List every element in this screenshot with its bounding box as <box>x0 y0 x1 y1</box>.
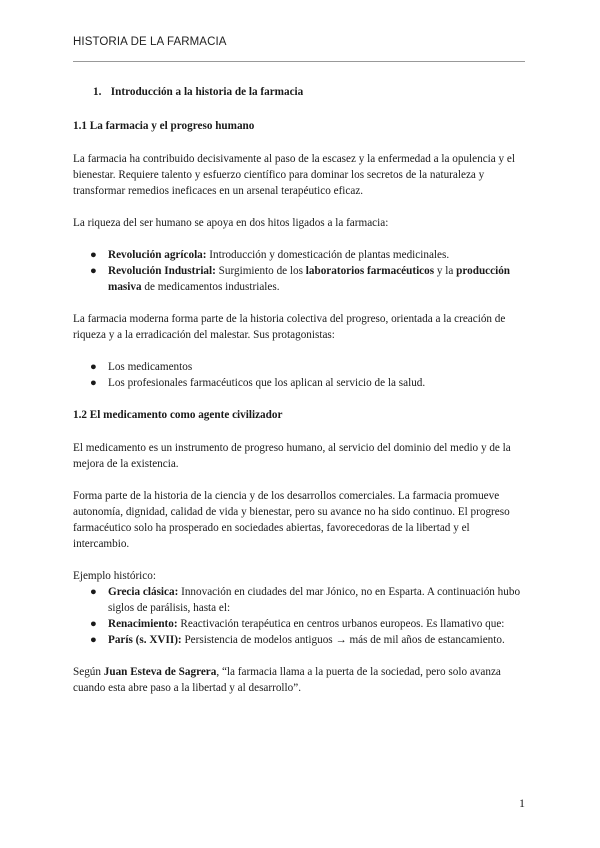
list-item-label: Revolución agrícola: <box>108 249 207 261</box>
section-heading <box>93 84 528 100</box>
running-header: HISTORIA DE LA FARMACIA <box>73 36 227 48</box>
bullet-list-ejemplos <box>73 584 528 648</box>
bullet-icon: ● <box>90 249 97 261</box>
list-item <box>73 616 528 632</box>
quote-prefix: Según <box>73 666 104 678</box>
bullet-list-protagonistas <box>73 359 528 391</box>
paragraph: La riqueza del ser humano se apoya en dos hitos ligados a la farmacia: <box>73 217 389 229</box>
list-item-text: Reactivación terapéutica en centros urbanos europeos. Es llamativo que: <box>177 618 505 630</box>
quote-paragraph <box>73 664 528 696</box>
bullet-icon: ● <box>90 586 97 598</box>
section-number: 1. <box>93 86 102 98</box>
page-body <box>73 84 528 712</box>
paragraph: La farmacia moderna forma parte de la historia colectiva del progreso, orientada a la creación de riqueza y a la erradicación del malestar. Sus protagonistas: <box>73 313 506 341</box>
list-item-text: Los medicamentos <box>108 361 193 373</box>
list-item-text: Innovación en ciudades del mar Jónico, no en Esparta. A continuación hubo siglos de parálisis, hasta el: <box>108 586 521 614</box>
list-item-text: Los profesionales farmacéuticos que los aplican al servicio de la salud. <box>108 377 426 389</box>
list-item-text: Introducción y domesticación de plantas medicinales. <box>206 249 450 261</box>
paragraph: La farmacia ha contribuido decisivamente al paso de la escasez y la enfermedad a la opulencia y el bienestar. Requiere talento y esfuerzo científico para dominar los secretos de la naturaleza y transformar remedios ineficaces en un arsenal terapéutico eficaz. <box>73 153 516 197</box>
list-item-label: Grecia clásica: <box>108 586 179 598</box>
list-item <box>73 247 528 263</box>
paragraph: Ejemplo histórico: <box>73 570 156 582</box>
bullet-icon: ● <box>90 361 97 373</box>
list-item-emphasis: laboratorios farmacéuticos <box>305 265 435 277</box>
bullet-list-hitos <box>73 247 528 295</box>
page-number: 1 <box>519 796 525 810</box>
list-item-label: París (s. XVII): <box>108 634 182 646</box>
list-item-text: Surgimiento de los <box>215 265 306 277</box>
list-item-emphasis: producción masiva <box>108 265 511 293</box>
list-item <box>73 584 528 616</box>
quote-author: Juan Esteva de Sagrera <box>103 666 217 678</box>
list-item-text: y la <box>434 265 457 277</box>
paragraph: El medicamento es un instrumento de progreso humano, al servicio del dominio del medio y de la mejora de la existencia. <box>73 442 511 470</box>
section-title: Introducción a la historia de la farmacia <box>110 86 304 98</box>
list-item <box>73 359 528 375</box>
quote-text: , “la farmacia llama a la puerta de la sociedad, pero solo avanza cuando esta abre paso a la libertad y al desarrollo”. <box>73 666 501 694</box>
subsection-heading-1-2: 1.2 El medicamento como agente civilizador <box>73 409 283 421</box>
list-item <box>73 375 528 391</box>
paragraph: Forma parte de la historia de la ciencia y de los desarrollos comerciales. La farmacia promueve autonomía, dignidad, calidad de vida y bienestar, pero su avance no ha sido continuo. El progreso farmacéutico solo ha prosperado en sociedades abiertas, favorecedoras de la libertad y el intercambio. <box>73 490 510 550</box>
header-rule <box>73 61 525 62</box>
bullet-icon: ● <box>90 618 97 630</box>
bullet-icon: ● <box>90 634 97 646</box>
subsection-heading-1-1: 1.1 La farmacia y el progreso humano <box>73 120 255 132</box>
list-item <box>73 632 528 648</box>
bullet-icon: ● <box>90 265 97 277</box>
list-item-text: Persistencia de modelos antiguos → más de mil años de estancamiento. <box>181 634 505 646</box>
bullet-icon: ● <box>90 377 97 389</box>
list-item-text: de medicamentos industriales. <box>141 281 280 293</box>
list-item-label: Renacimiento: <box>108 618 178 630</box>
list-item <box>73 263 528 295</box>
list-item-label: Revolución Industrial: <box>108 265 216 277</box>
